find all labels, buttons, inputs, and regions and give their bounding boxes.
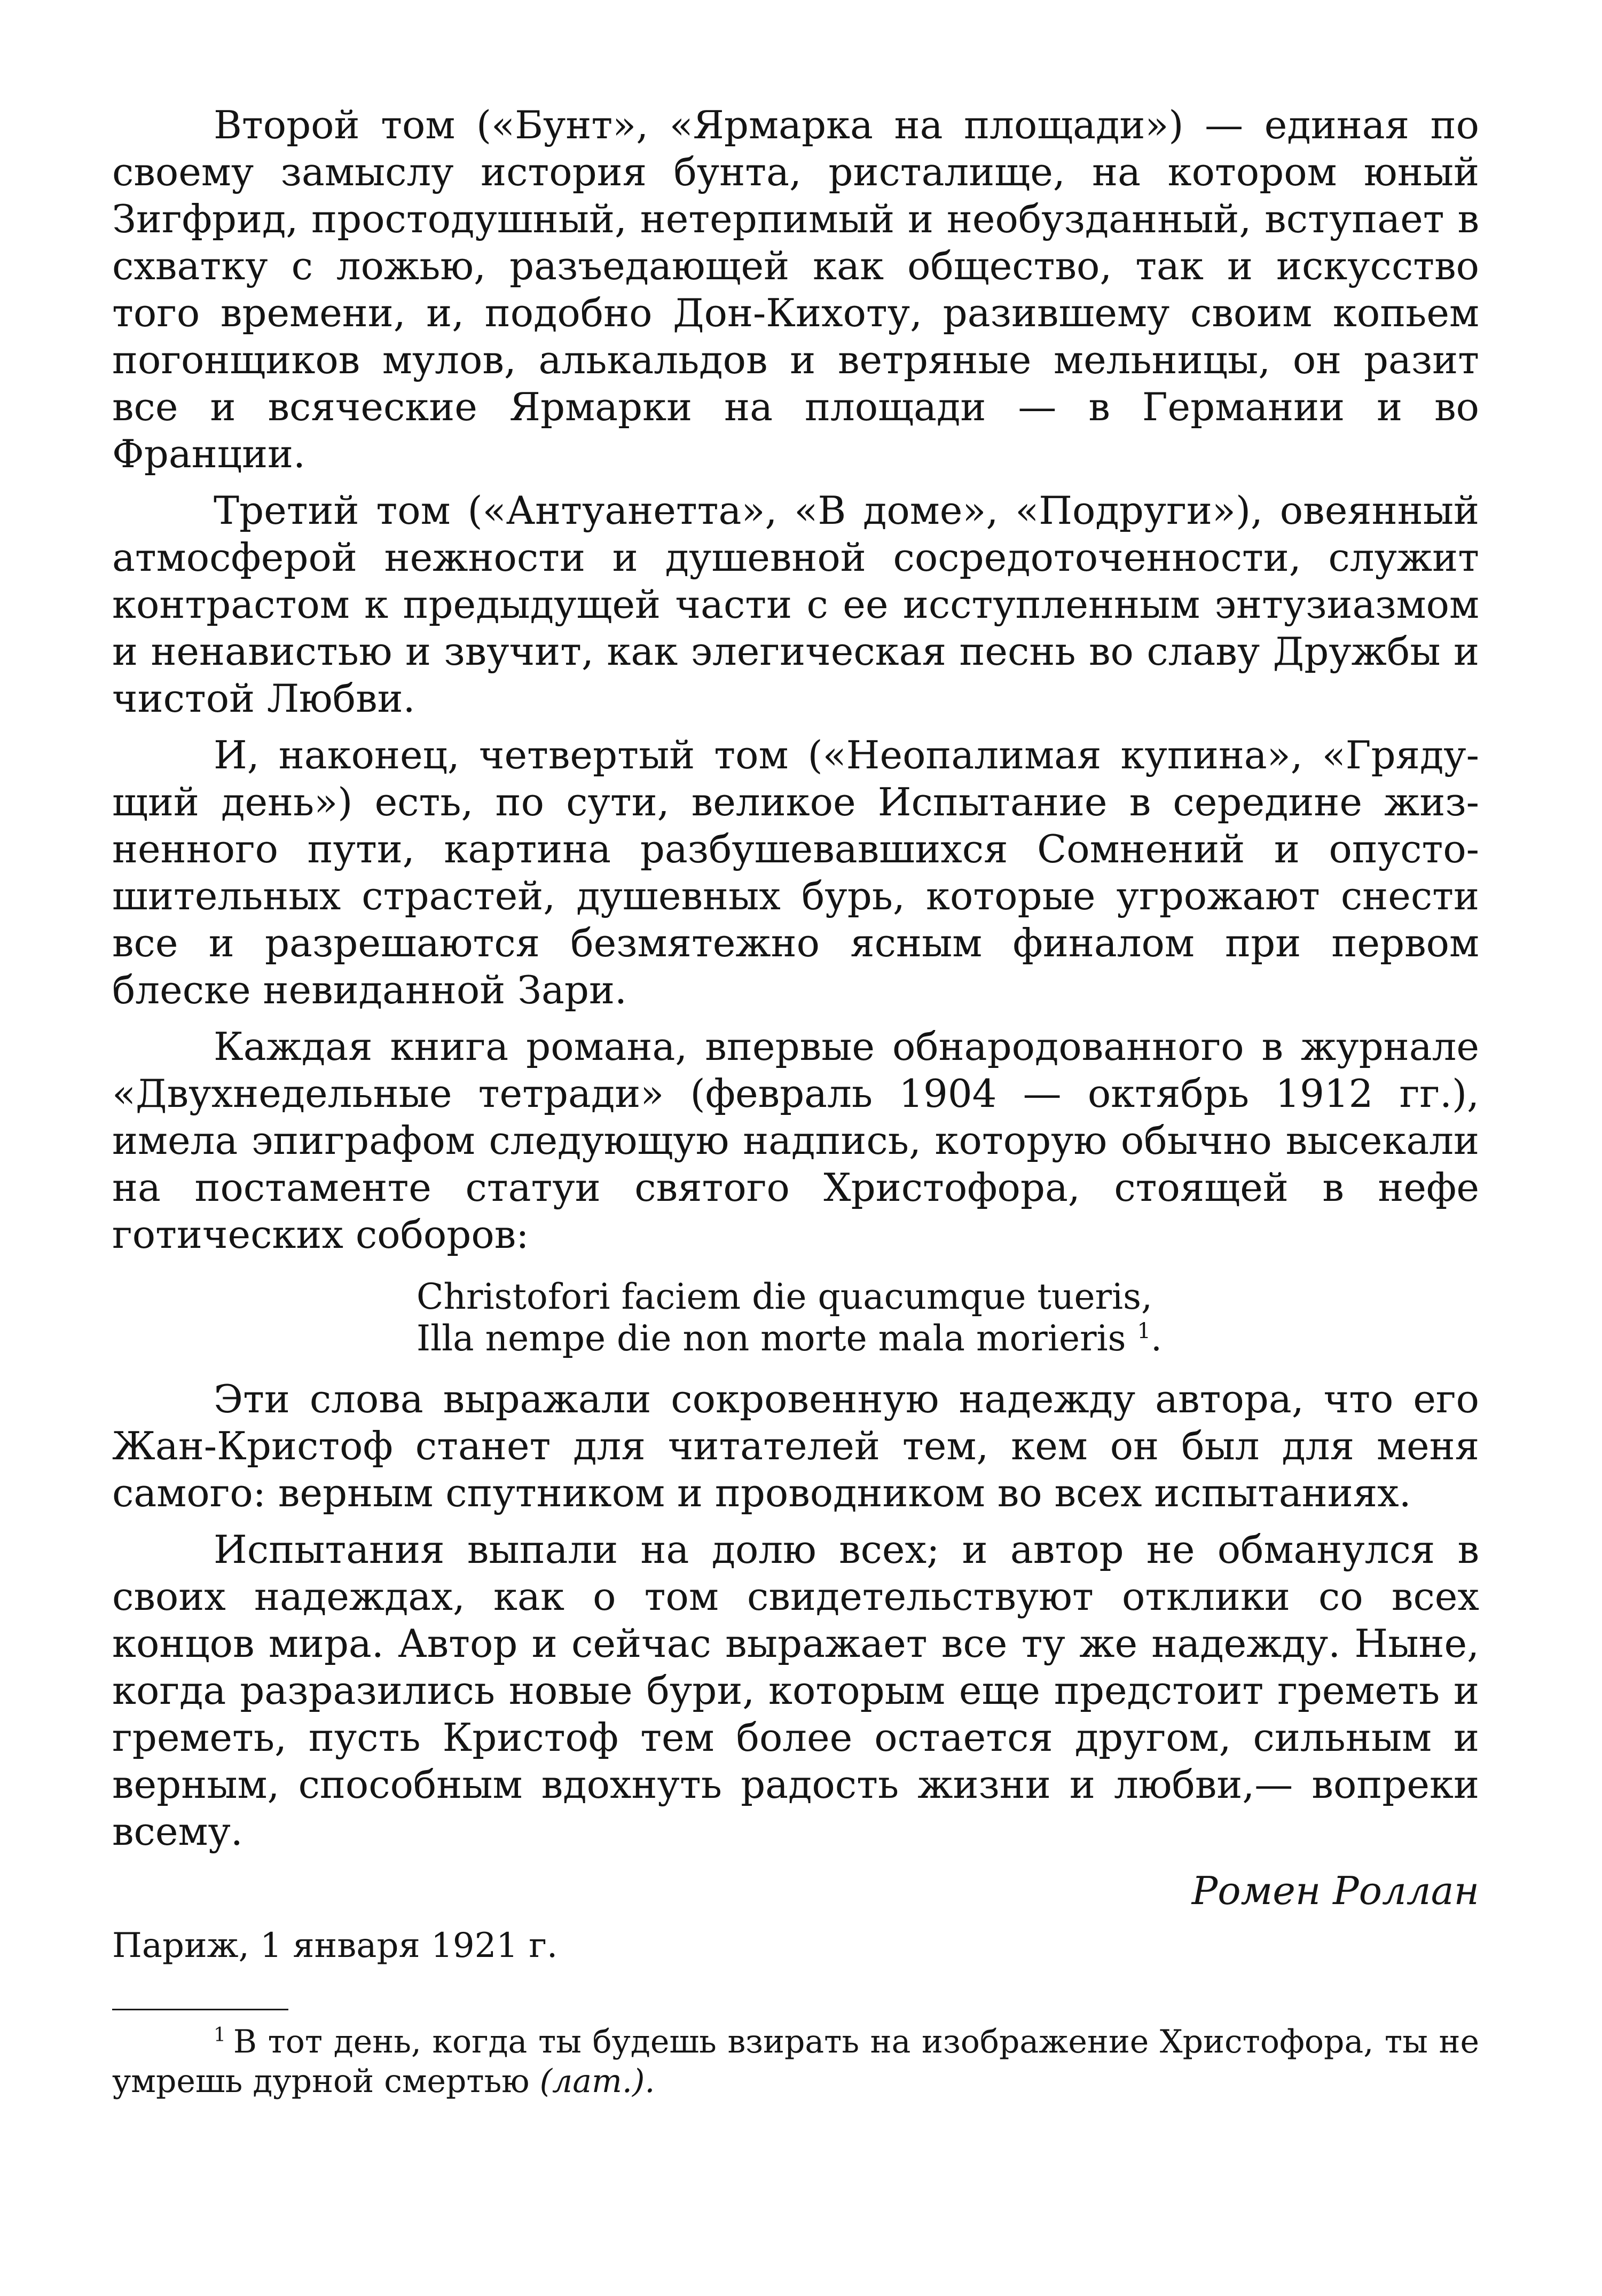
- paragraph-second-volume: Второй том («Бунт», «Ярмарка на площади») — единая по своему замыслу история бунта, ристалище, на котором юный Зигфрид, простодушный, нетерпимый и необузданный, вступает в схватку с ложью, разъедающей как общество, так и искусство того времени, и, подобно Дон-Кихоту, разившему своим копьем погонщиков мулов, алькальдов и ветряные мельницы, он разит все и всяческие Ярмарки на площади — в Германии и во Франции.: [112, 103, 1479, 476]
- paragraph-trials: Испытания выпали на долю всех; и автор не обманулся в своих надеждах, как о том свидетельствуют отклики со всех концов мира. Автор и сейчас выражает все ту же надежду. Ныне, когда разразились новые бури, которым еще предстоит греметь и греметь, пусть Кристоф тем более остается другом, сильным и верным, способным вдохнуть радость жизни и любви,— вопреки всему.: [112, 1527, 1479, 1854]
- footnote-divider: [112, 2009, 288, 2010]
- footnote: [112, 2022, 1479, 2101]
- epigraph-line-1: Christofori faciem die quacumque tueris,: [417, 1276, 1153, 1317]
- epigraph-line-2: [417, 1318, 1479, 1359]
- place-and-date: Париж, 1 января 1921 г.: [112, 1926, 558, 1965]
- footnote-number: 1: [214, 2024, 226, 2046]
- paragraph-author-hope: Эти слова выражали сокровенную надежду автора, что его Жан-Кристоф станет для читателей тем, кем он был для меня самого: верным спутником и проводником во всех испытаниях.: [112, 1377, 1479, 1515]
- paragraph-epigraph-intro: Каждая книга романа, впервые обнародованного в журнале «Двухнедельные тетради» (февраль 1904 — октябрь 1912 гг.), имела эпиграфом следующую надпись, которую обычно высекали на постаменте статуи святого Христофора, стоящей в нефе готических соборов:: [112, 1024, 1479, 1257]
- latin-epigraph: [417, 1276, 1479, 1359]
- footnote-text: В тот день, когда ты будешь взирать на изображение Христофора, ты не умрешь дурной смертью: [112, 2023, 1479, 2100]
- author-signature: Ромен Роллан: [1191, 1868, 1479, 1913]
- footnote-language-note: (лат.).: [539, 2063, 655, 2100]
- book-page: [112, 101, 1479, 2101]
- epigraph-line-2-end: .: [1150, 1318, 1162, 1359]
- paragraph-fourth-volume: И, наконец, четвертый том («Неопалимая купина», «Грядущий день») есть, по сути, великое Испытание в середине жизненного пути, картина разбушевавшихся Сомнений и опустошительных страстей, душевных бурь, которые угрожают снести все и разрешаются безмятежно ясным финалом при первом блеске невиданной Зари.: [112, 733, 1479, 1012]
- epigraph-line-2-text: Illa nempe die non morte mala morieris: [417, 1318, 1126, 1359]
- paragraph-third-volume: Третий том («Антуанетта», «В доме», «Подруги»), овеянный атмосферой нежности и душевной сосредоточенности, служит контрастом к предыдущей части с ее исступленным энтузиазмом и ненавистью и звучит, как элегическая песнь во славу Дружбы и чистой Любви.: [112, 488, 1479, 721]
- footnote-reference: 1: [1137, 1319, 1151, 1343]
